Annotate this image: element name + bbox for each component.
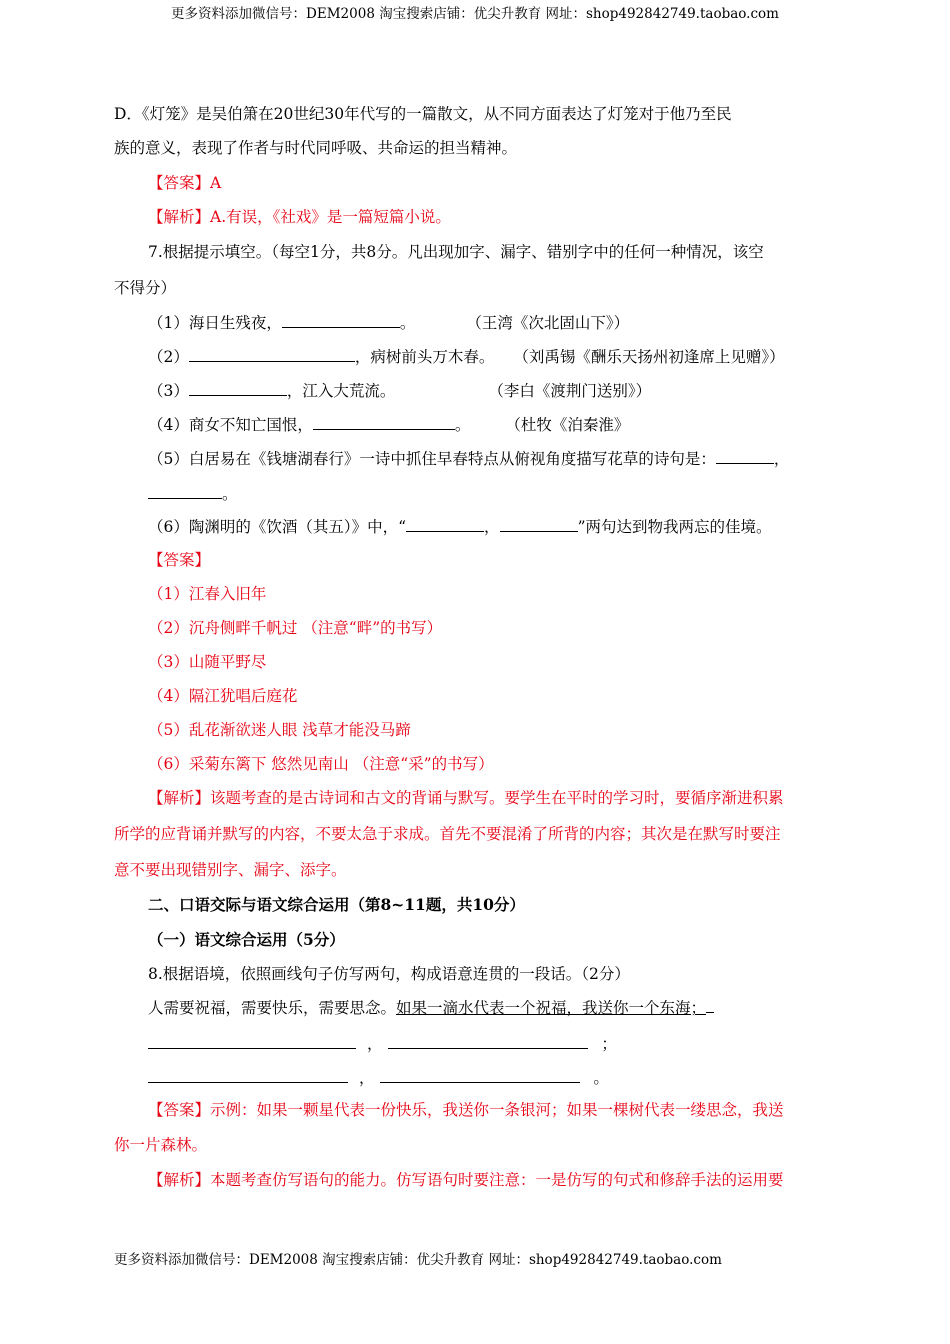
q7-b5-comma: ， (773, 450, 790, 468)
q6-answer: 【答案】A (148, 174, 222, 192)
blank-line (706, 998, 714, 1013)
blank-line (148, 1068, 348, 1083)
q7-blank-6 (148, 515, 772, 537)
blank-line (148, 484, 222, 499)
blank-line (380, 1068, 580, 1083)
q8-comma-1: ， (366, 1035, 383, 1053)
q7-b2-end: ，病树前头万木春。 (354, 348, 495, 366)
q8-answer-line2: 你一片森林。 (114, 1136, 208, 1154)
blank-line (716, 449, 774, 464)
q7-answer-5: （5）乱花渐欲迷人眼 浅草才能没马蹄 (148, 721, 411, 739)
q8-stem: 8.根据语境，依照画线句子仿写两句，构成语意连贯的一段话。（2分） (148, 965, 630, 983)
q8-blank-row-2 (148, 1066, 609, 1088)
q7-answer-6: （6）采菊东篱下 悠然见南山 （注意“采”的书写） (148, 755, 494, 773)
q7-blank-5-cont (148, 482, 238, 504)
q7-stem-line2: 不得分） (114, 279, 177, 297)
blank-line (500, 517, 578, 532)
q7-b1-text: （1）海日生残夜， (148, 314, 282, 332)
q8-answer-line1: 【答案】示例：如果一颗星代表一份快乐，我送你一条银河；如果一棵树代表一缕思念，我送 (148, 1101, 784, 1119)
q7-b6-text: （6）陶渊明的《饮酒（其五）》中，“ (148, 518, 407, 536)
q7-b3-source: （李白《渡荆门送别》） (488, 382, 652, 400)
q7-blank-4 (148, 413, 629, 435)
q7-blank-2 (148, 345, 785, 367)
blank-line (388, 1034, 588, 1049)
q7-analysis-line3: 意不要出现错别字、漏字、添字。 (114, 861, 347, 879)
page-footer: 更多资料添加微信号：DEM2008 淘宝搜索店铺：优尖升教育 网址：shop492842749.taobao.com (114, 1252, 722, 1268)
q7-b1-end: 。 (399, 314, 416, 332)
q7-answer-2: （2）沉舟侧畔千帆过 （注意“畔”的书写） (148, 619, 443, 637)
section-2-subtitle: （一）语文综合运用（5分） (148, 930, 345, 949)
q7-b5-text: （5）白居易在《钱塘湖春行》一诗中抓住早春特点从俯视角度描写花草的诗句是： (148, 450, 716, 468)
q7-b1-source: （王湾《次北固山下》） (466, 314, 630, 332)
q8-period: 。 (593, 1069, 609, 1087)
q7-answer-4: （4）隔江犹唱后庭花 (148, 687, 298, 705)
q8-analysis: 【解析】本题考查仿写语句的能力。仿写语句时要注意：一是仿写的句式和修辞手法的运用要 (148, 1171, 784, 1189)
q7-b4-source: （杜牧《泊秦淮》 (505, 416, 630, 434)
q8-context (148, 996, 714, 1018)
q7-b2-text: （2） (148, 348, 189, 366)
q7-answer-3: （3）山随平野尽 (148, 653, 267, 671)
option-d-line2: 族的意义，表现了作者与时代同呼吸、共命运的担当精神。 (114, 139, 518, 157)
q7-b4-end: 。 (454, 416, 471, 434)
blank-line (189, 381, 287, 396)
q7-b6-end: ”两句达到物我两忘的佳境。 (577, 518, 772, 536)
q7-analysis-line2: 所学的应背诵并默写的内容，不要太急于求成。首先不要混淆了所背的内容；其次是在默写时要注 (114, 825, 781, 843)
q7-b5-end: 。 (222, 485, 238, 503)
section-2-title: 二、口语交际与语文综合运用（第8~11题，共10分） (148, 895, 525, 914)
q8-context-underlined-2: 我送你一个东海； (582, 999, 707, 1017)
blank-line (189, 347, 355, 362)
q7-b6-comma: ， (484, 518, 500, 536)
q8-blank-row-1 (148, 1032, 617, 1054)
q7-blank-3 (148, 379, 651, 401)
blank-line (282, 313, 400, 328)
q8-comma-2: ， (358, 1069, 375, 1087)
q7-b3-text: （3） (148, 382, 189, 400)
blank-line (313, 415, 455, 430)
q7-blank-1 (148, 311, 629, 333)
blank-line (406, 517, 484, 532)
q7-analysis-line1: 【解析】该题考查的是古诗词和古文的背诵与默写。要学生在平时的学习时，要循序渐进积累 (148, 789, 784, 807)
page-header: 更多资料添加微信号：DEM2008 淘宝搜索店铺：优尖升教育 网址：shop492842749.taobao.com (171, 6, 779, 22)
q8-context-plain: 人需要祝福，需要快乐，需要思念。 (148, 999, 397, 1017)
q7-answer-label: 【答案】 (148, 551, 211, 569)
q8-semicolon: ； (601, 1035, 617, 1053)
q7-b3-end: ，江入大荒流。 (286, 382, 396, 400)
q7-b4-text: （4）商女不知亡国恨， (148, 416, 313, 434)
q7-b2-source: （刘禹锡《酬乐天扬州初逢席上见赠》） (513, 348, 785, 366)
q7-answer-1: （1）江春入旧年 (148, 585, 267, 603)
blank-line (148, 1034, 356, 1049)
option-d-line1: D．《灯笼》是吴伯箫在20世纪30年代写的一篇散文，从不同方面表达了灯笼对于他乃至民 (114, 105, 732, 123)
q8-context-underlined-1: 如果一滴水代表一个祝福， (396, 999, 583, 1017)
q7-stem-line1: 7.根据提示填空。（每空1分，共8分。凡出现加字、漏字、错别字中的任何一种情况，该空 (148, 243, 764, 261)
q6-analysis: 【解析】A.有误，《社戏》是一篇短篇小说。 (148, 208, 451, 226)
q7-blank-5 (148, 447, 789, 469)
